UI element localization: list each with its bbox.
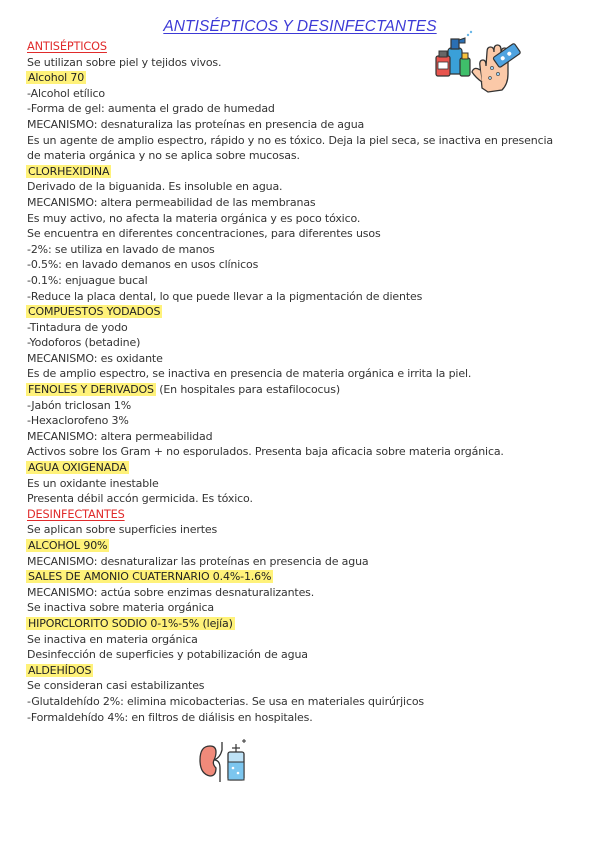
body-text-line: -Tintadura de yodo [27, 320, 128, 334]
body-text-line: Derivado de la biguanida. Es insoluble en agua. [27, 180, 283, 194]
body-text-line: Se aplican sobre superficies inertes [27, 523, 218, 537]
body-text-line: Activos sobre los Gram + no esporulados. Presenta baja aficacia sobre materia orgánica. [27, 445, 504, 459]
body-text-line: MECANISMO: es oxidante [27, 351, 163, 365]
highlighted-heading [27, 616, 557, 632]
body-text-line: -0.5%: en lavado demanos en usos clínicos [27, 258, 259, 272]
document-body [27, 39, 557, 725]
highlighted-heading [27, 663, 557, 679]
body-text-line: Se inactiva en materia orgánica [27, 632, 198, 646]
highlighted-heading-text: SALES DE AMONIO CUATERNARIO 0.4%-1.6% [28, 570, 272, 584]
highlighted-heading-text: AGUA OXIGENADA [28, 461, 127, 475]
highlighted-heading-text: Alcohol 70 [28, 71, 85, 85]
body-text-line: MECANISMO: desnaturaliza las proteínas en presencia de agua [27, 117, 365, 131]
body-text-line: MECANISMO: actúa sobre enzimas desnaturalizantes. [27, 585, 315, 599]
section-heading-text: DESINFECTANTES [27, 507, 125, 521]
highlighted-heading [27, 569, 557, 585]
page-title: ANTISÉPTICOS Y DESINFECTANTES [163, 18, 437, 35]
body-text-line: Se consideran casi estabilizantes [27, 679, 205, 693]
highlighted-heading-text: CLORHEXIDINA [28, 164, 110, 178]
highlighted-heading-text: COMPUESTOS YODADOS [28, 305, 161, 319]
body-text-line: -Jabón triclosan 1% [27, 398, 132, 412]
body-text-line: MECANISMO: altera permeabilidad [27, 429, 213, 443]
section-heading [27, 507, 557, 523]
highlighted-heading [27, 70, 557, 86]
body-text-line: -Glutaldehído 2%: elimina micobacterias. Se usa en materiales quirúrjicos [27, 694, 425, 708]
body-text-line: -Formaldehído 4%: en filtros de diálisis en hospitales. [27, 710, 313, 724]
body-text-line: -Reduce la placa dental, lo que puede llevar a la pigmentación de dientes [27, 289, 423, 303]
section-heading [27, 39, 557, 55]
highlighted-heading [27, 538, 557, 554]
highlighted-heading-text: FENOLES Y DERIVADOS [28, 383, 154, 397]
body-text-line: -0.1%: enjuague bucal [27, 273, 148, 287]
highlighted-heading [27, 164, 557, 180]
body-text-line: Es de amplio espectro, se inactiva en presencia de materia orgánica e irrita la piel. [27, 367, 472, 381]
body-text-line: Se utilizan sobre piel y tejidos vivos. [27, 55, 222, 69]
body-text-line: -Yodoforos (betadine) [27, 336, 141, 350]
section-heading-text: ANTISÉPTICOS [27, 40, 107, 53]
body-text-line: Es un agente de amplio espectro, rápido y no es tóxico. Deja la piel seca, se inactiva en presencia de materia orgánica y no se aplica sobre mucosas. [27, 133, 553, 163]
heading-note: (En hospitales para estafilococus) [155, 383, 340, 397]
highlighted-heading [27, 382, 557, 398]
body-text-line: -2%: se utiliza en lavado de manos [27, 242, 215, 256]
highlighted-heading-text: HIPORCLORITO SODIO 0-1%-5% (lejía) [28, 616, 233, 630]
body-text-line: Presenta débil accón germicida. Es tóxico. [27, 492, 253, 506]
body-text-line: Es un oxidante inestable [27, 476, 159, 490]
body-text-line: Desinfección de superficies y potabilización de agua [27, 648, 308, 662]
body-text-line: Se inactiva sobre materia orgánica [27, 601, 215, 615]
body-text-line: -Forma de gel: aumenta el grado de humedad [27, 102, 275, 116]
highlighted-heading [27, 304, 557, 320]
highlighted-heading-text: ALCOHOL 90% [28, 539, 108, 552]
body-text-line: -Alcohol etílico [27, 86, 105, 100]
body-text-line: MECANISMO: altera permeabilidad de las membranas [27, 195, 316, 209]
body-text-line: MECANISMO: desnaturalizar las proteínas en presencia de agua [27, 554, 369, 568]
kidney-and-dialysis-filter-icon [196, 738, 248, 784]
highlighted-heading [27, 460, 557, 476]
body-text-line: -Hexaclorofeno 3% [27, 414, 129, 428]
body-text-line: Es muy activo, no afecta la materia orgánica y es poco tóxico. [27, 211, 361, 225]
highlighted-heading-text: ALDEHÍDOS [28, 663, 92, 677]
body-text-line: Se encuentra en diferentes concentraciones, para diferentes usos [27, 227, 381, 241]
